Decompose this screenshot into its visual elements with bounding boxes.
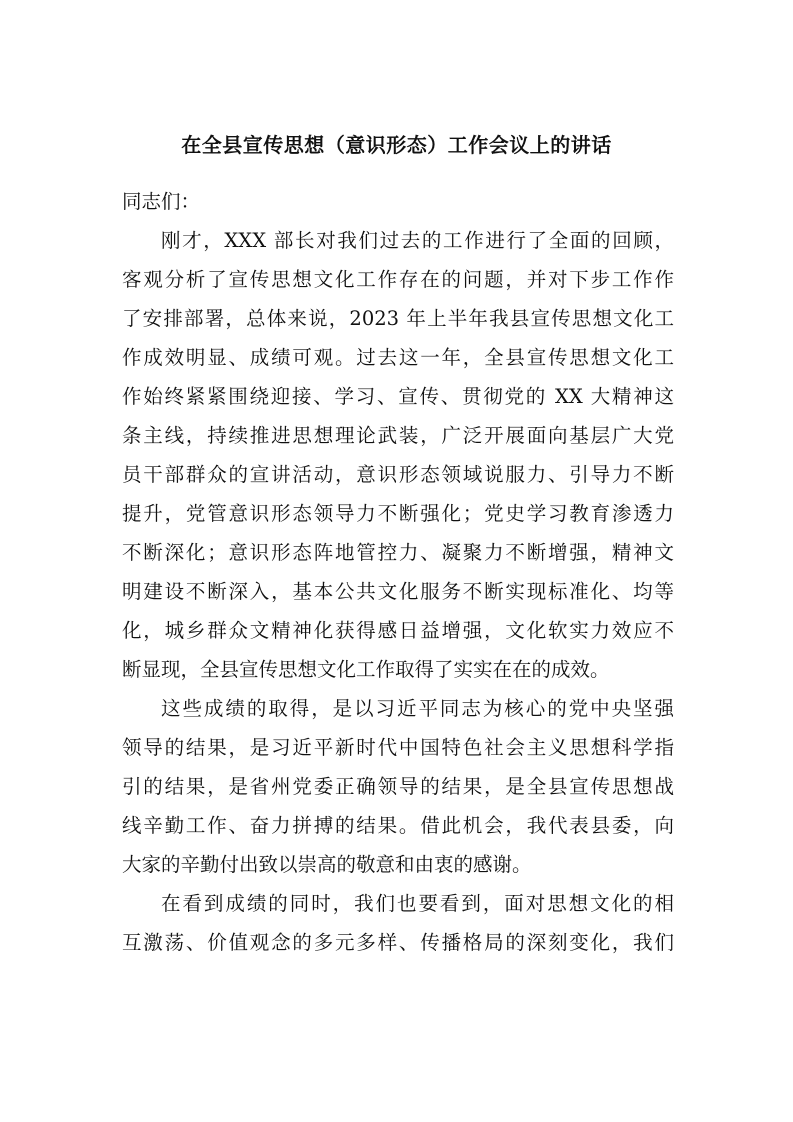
paragraph-line: 作始终紧紧围绕迎接、学习、宣传、贯彻党的 XX 大精神这 [122, 385, 674, 408]
paragraph-line: 不断深化；意识形态阵地管控力、凝聚力不断增强，精神文 [122, 541, 674, 564]
page-title: 在全县宣传思想（意识形态）工作会议上的讲话 [181, 133, 612, 157]
paragraph-line: 线辛勤工作、奋力拼搏的结果。借此机会，我代表县委，向 [122, 814, 674, 837]
paragraph-line: 化，城乡群众文精神化获得感日益增强，文化软实力效应不 [122, 619, 674, 642]
paragraph-line: 了安排部署，总体来说，2023 年上半年我县宣传思想文化工 [122, 307, 674, 330]
salutation: 同志们： [122, 190, 201, 213]
paragraph-line: 断显现，全县宣传思想文化工作取得了实实在在的成效。 [122, 658, 610, 681]
paragraph-line: 明建设不断深入，基本公共文化服务不断实现标准化、均等 [122, 580, 674, 603]
paragraph-1 [122, 221, 674, 689]
paragraph-line: 这些成绩的取得，是以习近平同志为核心的党中央坚强 [161, 697, 674, 720]
document-body [122, 182, 674, 962]
paragraph-line: 互激荡、价值观念的多元多样、传播格局的深刻变化，我们 [122, 931, 674, 954]
paragraph-line: 引的结果，是省州党委正确领导的结果，是全县宣传思想战 [122, 775, 674, 798]
paragraph-line: 刚才，XXX 部长对我们过去的工作进行了全面的回顾， [161, 229, 674, 252]
paragraph-line: 员干部群众的宣讲活动，意识形态领域说服力、引导力不断 [122, 463, 674, 486]
paragraph-line: 领导的结果，是习近平新时代中国特色社会主义思想科学指 [122, 736, 674, 759]
paragraph-line: 客观分析了宣传思想文化工作存在的问题，并对下步工作作 [122, 268, 674, 291]
paragraph-line: 作成效明显、成绩可观。过去这一年，全县宣传思想文化工 [122, 346, 674, 369]
paragraph-line: 大家的辛勤付出致以崇高的敬意和由衷的感谢。 [122, 853, 532, 876]
paragraph-3 [122, 884, 674, 962]
paragraph-line: 在看到成绩的同时，我们也要看到，面对思想文化的相 [161, 892, 674, 915]
paragraph-2 [122, 689, 674, 884]
paragraph-line: 提升，党管意识形态领导力不断强化；党史学习教育渗透力 [122, 502, 674, 525]
paragraph-line: 条主线，持续推进思想理论武装，广泛开展面向基层广大党 [122, 424, 674, 447]
